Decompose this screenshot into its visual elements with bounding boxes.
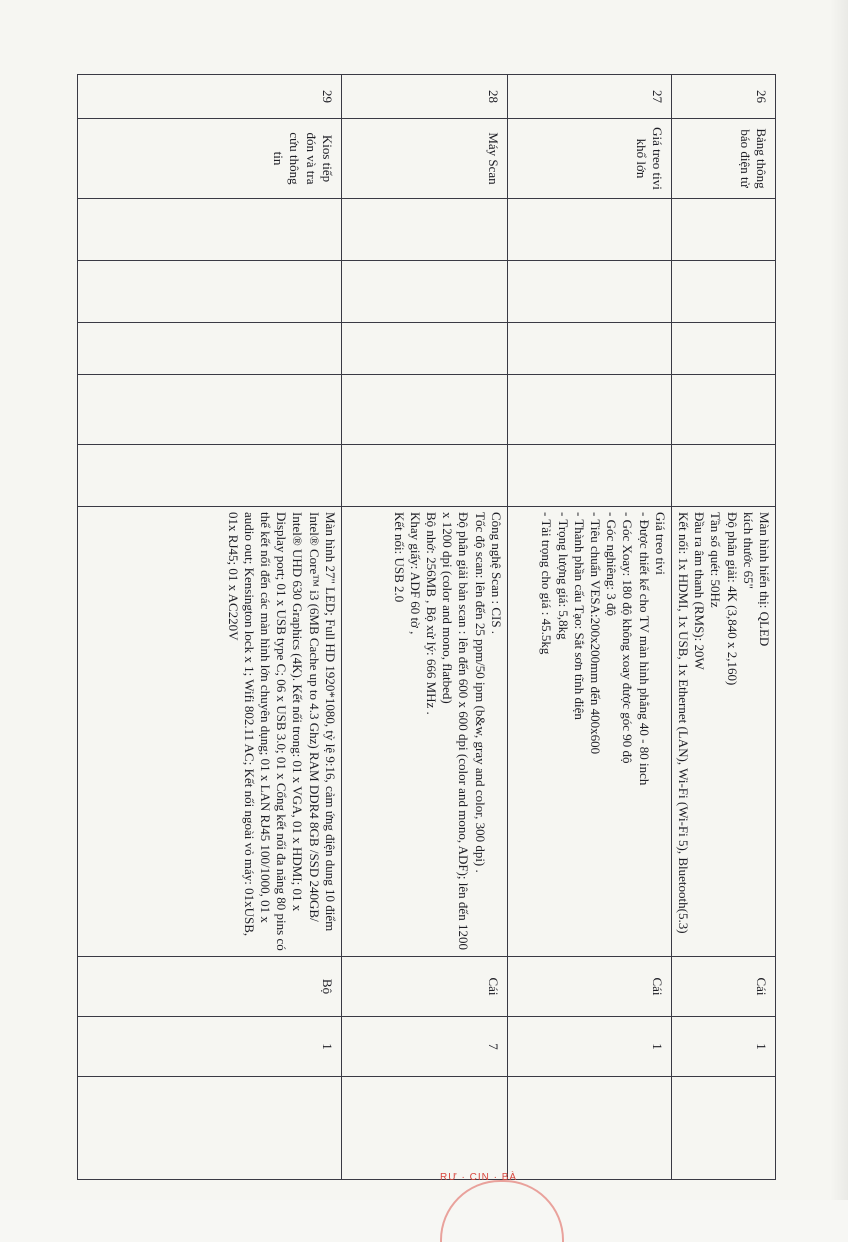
- table-row: [671, 75, 775, 1180]
- spec-line: - Thành phần cấu Tạo: Sắt sơn tĩnh điện: [571, 512, 587, 720]
- empty-cell: [341, 375, 507, 445]
- empty-cell: [77, 375, 341, 445]
- empty-cell: [77, 1077, 341, 1180]
- spec-line: - Được thiết kế cho TV màn hình phẳng 40 - 80 inch: [636, 512, 652, 786]
- item-quantity: 1: [671, 1017, 775, 1077]
- spec-line: Tốc độ scan: lên đến 25 ppm/50 ipm (b&w, gray and color, 300 dpi) .: [472, 512, 488, 873]
- spec-line: Đầu ra âm thanh (RMS): 20W: [692, 512, 708, 670]
- empty-cell: [507, 199, 671, 261]
- row-number: 29: [77, 75, 341, 119]
- spec-line: Kết nối: 1x HDMI, 1x USB, 1x Ethernet (LAN), Wi-Fi (Wi-Fi 5), Bluetooth(5.3): [675, 512, 691, 934]
- item-specs: [341, 507, 507, 957]
- empty-cell: [507, 261, 671, 323]
- item-name: Giá treo tivi khổ lớn: [507, 119, 671, 199]
- item-name: Kios tiếp đón và tra cứu thông tin: [77, 119, 341, 199]
- empty-cell: [341, 1077, 507, 1180]
- spec-line: Độ phân giải bản scan : lên đến 600 x 600 dpi (color and mono, ADF); lên đến 1200 x 1200 dpi (color and mono, flatbed): [440, 512, 472, 950]
- empty-cell: [341, 445, 507, 507]
- spec-line: kích thước 65": [740, 512, 756, 589]
- row-number: 28: [341, 75, 507, 119]
- empty-cell: [671, 261, 775, 323]
- item-quantity: 7: [341, 1017, 507, 1077]
- spec-line: Bộ nhớ: 256MB , Bộ xử lý: 666 MHz .: [423, 512, 439, 715]
- spec-line: Giá treo tivi: [652, 512, 668, 575]
- empty-cell: [671, 323, 775, 375]
- item-quantity: 1: [77, 1017, 341, 1077]
- item-specs: [507, 507, 671, 957]
- spec-line: Khay giấy: ADF 60 tờ ,: [407, 512, 423, 635]
- item-name: Máy Scan: [341, 119, 507, 199]
- empty-cell: [77, 261, 341, 323]
- empty-cell: [507, 375, 671, 445]
- red-seal-stamp: [440, 1172, 570, 1212]
- row-number: 27: [507, 75, 671, 119]
- empty-cell: [507, 1077, 671, 1180]
- empty-cell: [671, 199, 775, 261]
- empty-cell: [341, 323, 507, 375]
- spec-line: Kết nối: USB 2.0: [391, 512, 407, 603]
- empty-cell: [77, 323, 341, 375]
- empty-cell: [507, 323, 671, 375]
- empty-cell: [77, 445, 341, 507]
- spec-line: - Tải trọng cho giá : 45.5kg: [539, 512, 555, 655]
- spec-line: Màn hình hiển thị: QLED: [757, 512, 772, 647]
- stamp-ring: [440, 1180, 564, 1242]
- spec-line: - Góc nghiêng: 3 độ: [604, 512, 620, 616]
- spec-line: - Góc Xoay: 180 độ không xoay được góc 90 độ: [620, 512, 636, 764]
- item-specs: [77, 507, 341, 957]
- spec-line: Độ phân giải: 4K (3,840 x 2,160): [724, 512, 740, 686]
- table-row: [77, 75, 341, 1180]
- item-unit: Cái: [507, 957, 671, 1017]
- item-quantity: 1: [507, 1017, 671, 1077]
- empty-cell: [671, 375, 775, 445]
- table-row: [341, 75, 507, 1180]
- spec-line: - Trọng lượng giá: 5,8kg: [555, 512, 571, 640]
- empty-cell: [671, 445, 775, 507]
- item-unit: Cái: [671, 957, 775, 1017]
- empty-cell: [77, 199, 341, 261]
- empty-cell: [341, 261, 507, 323]
- scan-edge-shadow: [830, 0, 848, 1200]
- empty-cell: [671, 1077, 775, 1180]
- item-name: Bảng thông báo điện tử: [671, 119, 775, 199]
- empty-cell: [507, 445, 671, 507]
- equipment-spec-table: [77, 74, 776, 1180]
- empty-cell: [341, 199, 507, 261]
- item-specs: [671, 507, 775, 957]
- item-unit: Cái: [341, 957, 507, 1017]
- spec-line: - Tiêu chuẩn VESA:200x200mm đến 400x600: [587, 512, 603, 755]
- spec-line: Công nghệ Scan : CIS .: [488, 512, 504, 635]
- table-row: [507, 75, 671, 1180]
- rotated-table-wrapper: [98, 74, 776, 1179]
- spec-line: Tần số quét: 50Hz: [708, 512, 724, 608]
- stamp-text: RƯ · CIN · BÀ: [440, 1172, 518, 1183]
- item-unit: Bộ: [77, 957, 341, 1017]
- spec-line: Intel® Core™ i3 (6MB Cache up to 4.3 Ghz) RAM DDR4 8GB /SSD 240GB/ Intel® UHD 630 Graphics (4K). Kết nối trong: 01 x VGA, 01 x HDMI; 01 x Display port; 01 x USB type C; 06 x USB 3.0; 01 x Cổng kết nối đa năng 80 pins có thể kết nối đến các màn hình lớn chuyên dụng; 01 x LAN RJ45 100/1000, 01 x audio out; Kensington lock x 1; Wifi 802.11 AC; Kết nối ngoài vỏ máy: 01xUSB, 01x RJ45; 01 x AC220V: [225, 512, 322, 951]
- spec-line: Màn hình 27" LED; Full HD 1920*1080, tỷ lệ 9:16, cảm ứng điện dung 10 điểm: [322, 512, 338, 932]
- row-number: 26: [671, 75, 775, 119]
